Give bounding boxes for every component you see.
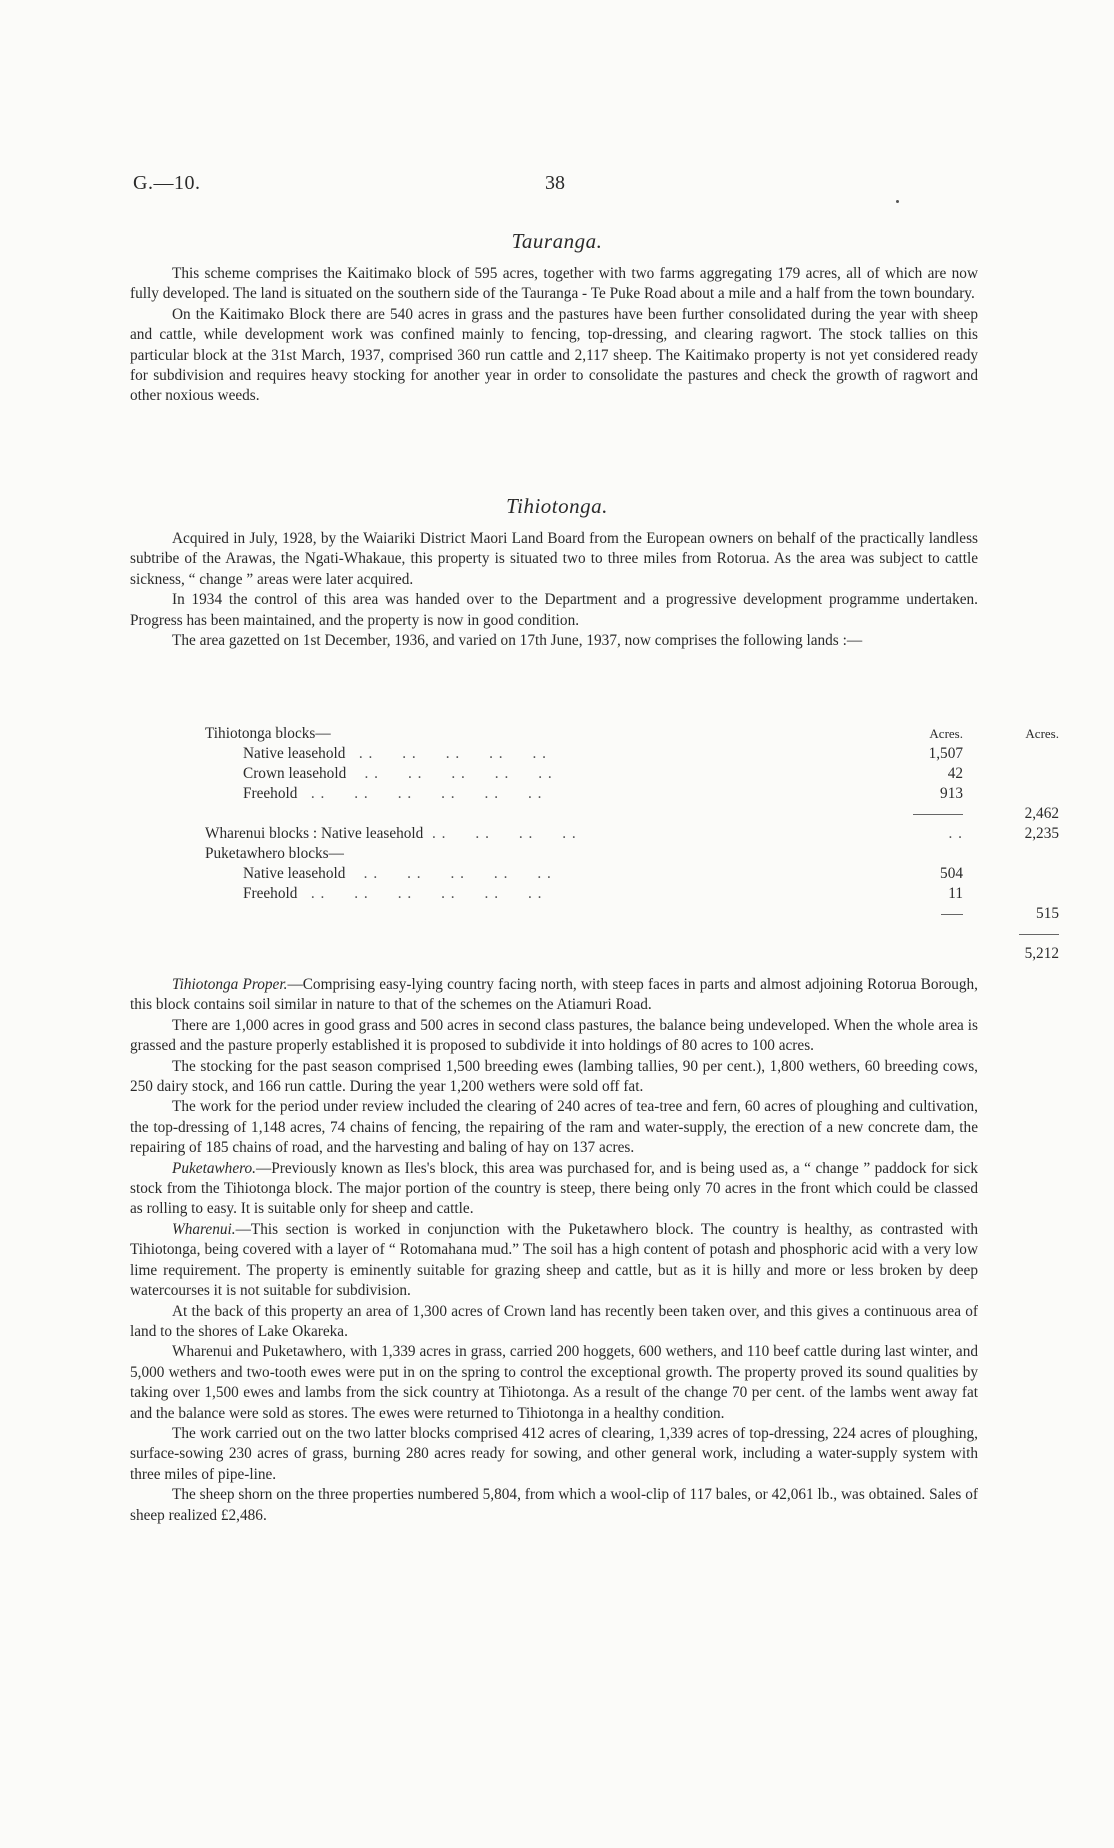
table-row (205, 944, 1059, 964)
table-row (205, 804, 1059, 824)
series-code: G.—10. (133, 172, 201, 194)
tihiotonga-blocks-label: Tihiotonga blocks— (205, 725, 331, 742)
lands-table (205, 724, 1059, 964)
table-row (205, 904, 1059, 924)
tihiotonga-intro (130, 529, 978, 651)
leader-dots: . . . . . . . . . . (349, 745, 547, 762)
leader-dots: . . (948, 825, 963, 842)
paragraph: The work carried out on the two latter blocks comprised 412 acres of clearing, 1,339 acres of top-dressing, 224 acres of ploughing, surface-sowing 230 acres of grass, burning 280 acres ready for sowing, and other general work, including a water-supply system with three miles of pipe-line. (130, 1424, 978, 1483)
puketawhero-blocks-label: Puketawhero blocks— (205, 845, 344, 862)
table-row (205, 884, 1059, 904)
paragraph: Acquired in July, 1928, by the Waiariki District Maori Land Board from the European owners on behalf of the practically landless subtribe of the Arawas, the Ngati-Whakaue, this property is situated two to three miles from Rotorua. As the area was subject to cattle sickness, “ change ” areas were later acquired. (130, 530, 978, 588)
tihiotonga-sections (130, 975, 978, 1526)
table-row (205, 784, 1059, 804)
acres-value: 504 (940, 865, 963, 882)
speck (896, 200, 899, 203)
row-label: Freehold (243, 885, 298, 902)
grand-total: 5,212 (1024, 945, 1059, 962)
leader-dots: . . . . . . . . . . . . (301, 785, 543, 802)
wharenui-total: 2,235 (1024, 825, 1059, 842)
table-row (205, 764, 1059, 784)
acres-value: 913 (940, 785, 963, 802)
total-rule (1019, 934, 1059, 935)
paragraph: At the back of this property an area of 1,300 acres of Crown land has recently been taken over, and this gives a continuous area of land to the shores of Lake Okareka. (130, 1302, 978, 1340)
paragraph: There are 1,000 acres in good grass and 500 acres in second class pastures, the balance being undeveloped. When the whole area is grassed and the pasture properly established it is proposed to subdivide it into holdings of 80 acres to 100 acres. (130, 1016, 978, 1055)
paragraph: This scheme comprises the Kaitimako block of 595 acres, together with two farms aggregating 179 acres, all of which are now fully developed. The land is situated on the southern side of the Tauranga - Te Puke Road about a mile and a half from the town boundary. (130, 265, 978, 303)
paragraph: The stocking for the past season comprised 1,500 breeding ewes (lambing tallies, 90 per cent.), 1,800 wethers, 60 breeding cows, 250 dairy stock, and 166 run cattle. During the year 1,200 wethers were sold off fat. (130, 1057, 978, 1096)
section-heading: Puketawhero. (172, 1159, 256, 1177)
paragraph: Wharenui and Puketawhero, with 1,339 acres in grass, carried 200 hoggets, 600 wethers, and 110 beef cattle during last winter, and 5,000 wethers and two-tooth ewes were put in on the spring to control the exceptional growth. The property proved its sound qualities by taking over 1,500 ewes and lambs from the sick country at Tihiotonga. As a result of the change 70 per cent. of the lambs went away fat and the balance were sold as stores. The ewes were returned to Tihiotonga in a healthy condition. (130, 1343, 978, 1422)
paragraph (130, 1159, 978, 1220)
leader-dots: . . . . . . . . . . . . (301, 885, 543, 902)
table-row (205, 744, 1059, 764)
leader-dots: . . . . . . . . . . (350, 765, 553, 782)
tihiotonga-total: 2,462 (1024, 805, 1059, 822)
acres-value: 42 (947, 765, 963, 782)
section-text: —Comprising easy-lying country facing north, with steep faces in parts and almost adjoining Rotorua Borough, this block contains soil similar in nature to that of the schemes on the Atiamuri Road. (130, 976, 978, 1014)
tauranga-title: Tauranga. (511, 229, 603, 253)
subtotal-rule (941, 914, 963, 915)
row-label: Crown leasehold (243, 765, 347, 782)
leader-dots: . . . . . . . . . . (349, 865, 552, 882)
paragraph: The work for the period under review included the clearing of 240 acres of tea-tree and fern, 60 acres of ploughing and cultivation, the top-dressing of 1,148 acres, 74 chains of fencing, the repairing of the ram and water-supply, the erection of a new concrete dam, the repairing of 185 chains of road, and the harvesting and baling of hay on 137 acres. (130, 1098, 978, 1157)
section-text: —This section is worked in conjunction with the Puketawhero block. The country is healthy, as contrasted with Tihiotonga, being covered with a layer of “ Rotomahana mud.” The soil has a high content of potash and phosphoric acid with a very low lime requirement. The property is eminently suitable for grazing sheep and cattle, but as it is hilly and more or less broken by deep watercourses it is not suitable for subdivision. (130, 1220, 978, 1300)
paragraph: The area gazetted on 1st December, 1936, and varied on 17th June, 1937, now comprises the following lands :— (172, 632, 863, 650)
page-number: 38 (545, 172, 565, 194)
table-row (205, 844, 1059, 864)
paragraph: The sheep shorn on the three properties numbered 5,804, from which a wool-clip of 117 bales, or 42,061 lb., was obtained. Sales of sheep realized £2,486. (130, 1486, 978, 1524)
table-row (205, 824, 1059, 844)
puketawhero-total: 515 (1036, 905, 1059, 922)
paragraph: In 1934 the control of this area was handed over to the Department and a progressive development programme undertaken. Progress has been maintained, and the property is now in good condition. (130, 591, 978, 629)
paragraph: On the Kaitimako Block there are 540 acres in grass and the pastures have been further consolidated during the year with sheep and cattle, while development work was confined mainly to fencing, top-dressing, and clearing ragwort. The stock tallies on this particular block at the 31st March, 1937, comprised 360 run cattle and 2,117 sheep. The Kaitimako property is not yet considered ready for subdivision and requires heavy stocking for another year in order to consolidate the pastures and check the growth of ragwort and other noxious weeds. (130, 305, 978, 405)
table-row (205, 724, 1059, 744)
table-row (205, 864, 1059, 884)
paragraph (130, 1220, 978, 1302)
subtotal-rule (913, 814, 963, 815)
section-heading: Wharenui. (172, 1220, 236, 1238)
section-text: —Previously known as Iles's block, this area was purchased for, and is being used as, a “ change ” paddock for sick stock from the Tihiotonga block. The major portion of the country is steep, there being only 70 acres in the front which could be classed as rolling to easy. It is suitable only for sheep and cattle. (130, 1159, 978, 1218)
tauranga-body (130, 264, 978, 407)
acres-header-1: Acres. (929, 726, 963, 741)
acres-value: 1,507 (928, 745, 963, 762)
wharenui-label: Wharenui blocks : Native leasehold (205, 825, 424, 842)
row-label: Native leasehold (243, 745, 346, 762)
section-heading: Tihiotonga Proper. (172, 976, 288, 993)
leader-dots: . . . . . . . . (427, 825, 577, 842)
acres-value: 11 (948, 885, 963, 902)
paragraph (130, 975, 978, 1016)
table-row (205, 924, 1059, 944)
acres-header-2: Acres. (1025, 726, 1059, 741)
tihiotonga-title: Tihiotonga. (506, 494, 608, 518)
row-label: Freehold (243, 785, 298, 802)
row-label: Native leasehold (243, 865, 346, 882)
